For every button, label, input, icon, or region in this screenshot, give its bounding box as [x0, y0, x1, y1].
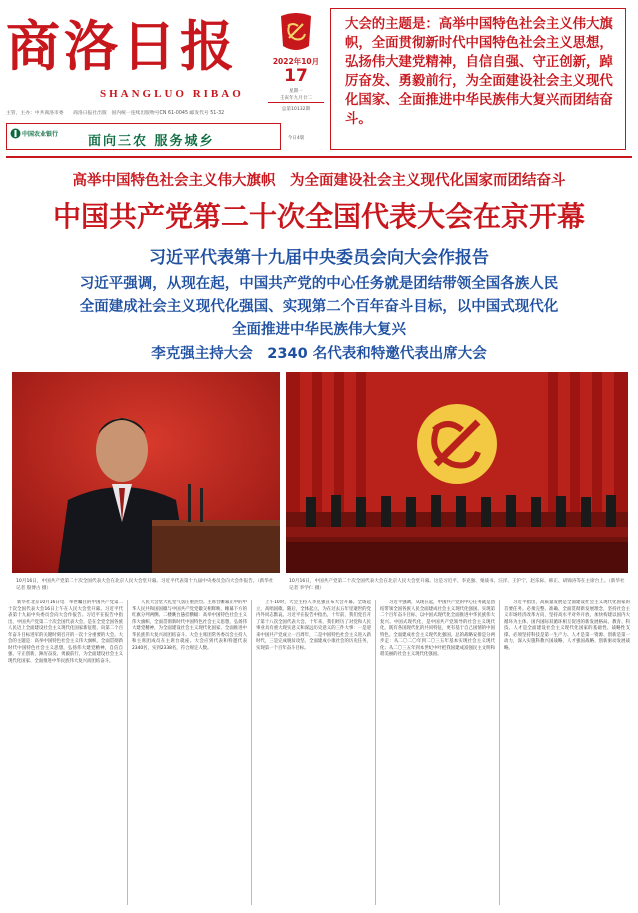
article-paragraph: 上午10时，大会主持人李克强宣布大会开幕。全场起立，高唱国歌。随后，全体起立，为在过去五年里逝世的党内外同志默哀。习近平在报告中指出，十年前，我们党召开了第十八次全国代表大会。十年来，我们经历了对党和人民事业具有重大现实意义和深远历史意义的三件大事：一是迎来中国共产党成立一百周年，二是中国特色社会主义进入新时代，三是完成脱贫攻坚、全面建成小康社会的历史任务，实现第一个百年奋斗目标。: [256, 600, 371, 651]
theme-statement-text: 大会的主题是：高举中国特色社会主义伟大旗帜，全面贯彻新时代中国特色社会主义思想，弘扬伟大建党精神，自信自强、守正创新，踔厉奋发、勇毅前行，为全面建设社会主义现代化国家、全面推进中华民族伟大复兴而团结奋斗。: [345, 17, 613, 127]
column-divider: [499, 600, 500, 905]
summary-line: 全面建成社会主义现代化强国、实现第二个百年奋斗目标，以中国式现代化: [79, 299, 559, 315]
photo-caption-left: 10月16日，中国共产党第二十次全国代表大会在北京人民大会堂开幕。习近平代表第十九届中央委员会向大会作报告。（新华社记者 殷博古 摄）: [16, 579, 274, 591]
summary-presiding-line: 李克强主持大会 2340 名代表和特邀代表出席大会: [151, 346, 487, 362]
party-emblem-icon: [279, 12, 313, 52]
article-paragraph: 人民大会堂大礼堂气氛庄重热烈。主席台帷幕正中的中华人民共和国国徽与中国共产党党徽交相辉映，帷幕下方的红旗分列两侧。二楼眺台悬挂横幅：高举中国特色社会主义伟大旗帜，全面贯彻新时代中国特色社会主义思想，弘扬伟大建党精神，为全面建设社会主义现代化国家、全面推进中华民族伟大复兴而团结奋斗。大会主席团常务委员会主持人和主席团成员在主席台就座。大会应到代表和特邀代表2340名，实到2338名，符合规定人数。: [132, 600, 247, 651]
column-divider: [251, 600, 252, 905]
issue-day: 17: [284, 66, 308, 86]
photo-caption-right: 10月16日，中国共产党第二十次全国代表大会在北京人民大会堂开幕。这是习近平、李克强、栗战书、汪洋、王沪宁、赵乐际、韩正、胡锦涛等在主席台上。（新华社记者 李学仁 摄）: [289, 579, 625, 591]
article-column: [8, 600, 123, 905]
hall-photo: [286, 372, 628, 573]
summary-line: 习近平强调，从现在起，中国共产党的中心任务就是团结带领全国各族人民: [79, 276, 559, 292]
publisher-info: [6, 110, 276, 117]
issue-total-number: 总第10132期: [281, 107, 311, 112]
masthead-divider: [6, 156, 632, 158]
bank-logo-icon: [10, 128, 21, 139]
publisher-info-line: 主管、主办：中共商洛市委 商洛日报社出版 国内统一连续出版物号CN 61-0045 邮发代号 51-32: [6, 111, 225, 116]
bank-name: 中国农业银行: [22, 131, 59, 138]
article-column: [132, 600, 247, 905]
issue-weekday: 星期一: [289, 89, 303, 94]
newspaper-masthead-title: 商洛日报: [6, 14, 238, 78]
article-paragraph: 习近平指出，高质量发展是全面建设社会主义现代化国家的首要任务。必须完整、准确、全面贯彻新发展理念，坚持社会主义市场经济改革方向，坚持高水平对外开放，加快构建以国内大循环为主体、国内国际双循环相互促进的新发展格局。教育、科技、人才是全面建设社会主义现代化国家的基础性、战略性支撑。必须坚持科技是第一生产力、人才是第一资源、创新是第一动力，深入实施科教兴国战略、人才强国战略、创新驱动发展战略。: [504, 600, 630, 651]
sub-headline: 习近平代表第十九届中央委员会向大会作报告: [149, 248, 489, 268]
article-column: [380, 600, 495, 905]
newspaper-masthead-pinyin: SHANGLUO RIBAO: [100, 88, 244, 100]
article-paragraph: 新华社北京10月16日电 举世瞩目的中国共产党第二十次全国代表大会16日上午在人民大会堂开幕。习近平代表第十九届中央委员会向大会作报告。习近平在报告中指出，中国共产党第二十次全国代表大会，是在全党全国各族人民迈上全面建设社会主义现代化国家新征程、向第二个百年奋斗目标进军的关键时刻召开的一次十分重要的大会。大会的主题是：高举中国特色社会主义伟大旗帜，全面贯彻新时代中国特色社会主义思想，弘扬伟大建党精神，自信自强、守正创新，踔厉奋发、勇毅前行，为全面建设社会主义现代化国家、全面推进中华民族伟大复兴而团结奋斗。: [8, 600, 123, 664]
column-divider: [127, 600, 128, 905]
bank-slogan: 面向三农 服务城乡: [88, 134, 215, 149]
issue-page-count: 今日4版: [287, 136, 305, 141]
issue-lunar-date: 壬寅年九月廿二: [279, 96, 313, 101]
speaker-photo: [12, 372, 280, 573]
column-divider: [375, 600, 376, 905]
summary-line: 全面推进中华民族伟大复兴: [232, 322, 406, 338]
issue-year-month: 2022年10月: [272, 57, 320, 66]
main-headline: 中国共产党第二十次全国代表大会在京开幕: [52, 200, 585, 233]
kicker-headline: 高举中国特色社会主义伟大旗帜 为全面建设社会主义现代化国家而团结奋斗: [72, 172, 566, 189]
date-divider: [268, 102, 324, 103]
article-column: [256, 600, 371, 905]
article-paragraph: 习近平强调，从现在起，中国共产党的中心任务就是团结带领全国各族人民全面建成社会主义现代化强国、实现第二个百年奋斗目标，以中国式现代化全面推进中华民族伟大复兴。中国式现代化，是中国共产党领导的社会主义现代化，既有各国现代化的共同特征，更有基于自己国情的中国特色。全面建成社会主义现代化强国，总的战略安排是分两步走：从二〇二〇年到二〇三五年基本实现社会主义现代化；从二〇三五年到本世纪中叶把我国建成富强民主文明和谐美丽的社会主义现代化强国。: [380, 600, 495, 657]
article-column: [504, 600, 630, 905]
